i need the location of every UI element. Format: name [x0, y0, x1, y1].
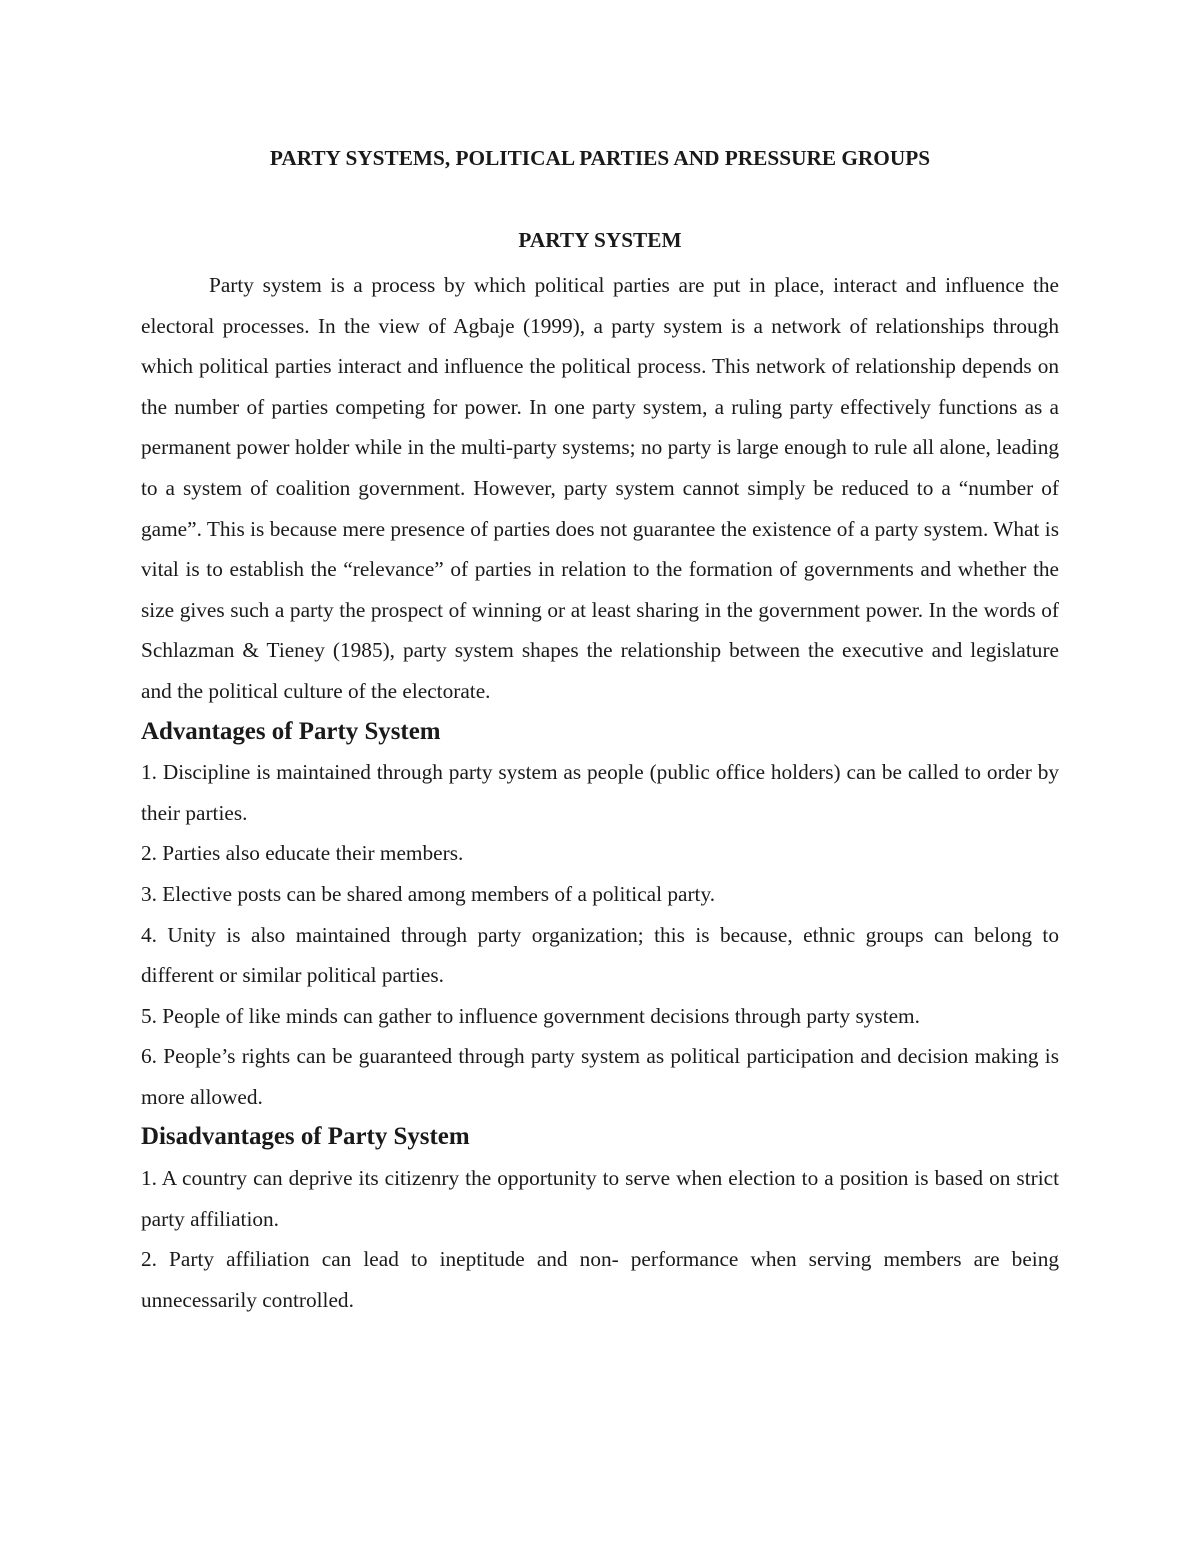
advantage-item: 2. Parties also educate their members. — [141, 841, 464, 866]
disadvantage-item: 2. Party affiliation can lead to ineptitude and non- performance when serving members are being unnecessarily controlled. — [141, 1247, 1059, 1312]
advantage-item: 1. Discipline is maintained through party system as people (public office holders) can be called to order by their parties. — [141, 760, 1059, 825]
advantages-heading: Advantages of Party System — [141, 717, 441, 745]
intro-paragraph: Party system is a process by which political parties are put in place, interact and influence the electoral processes. In the view of Agbaje (1999), a party system is a network of relationships through which political parties interact and influence the political process. This network of relationship depends on the number of parties competing for power. In one party system, a ruling party effectively functions as a permanent power holder while in the multi-party systems; no party is large enough to rule all alone, leading to a system of coalition government. However, party system cannot simply be reduced to a “number of game”. This is because mere presence of parties does not guarantee the existence of a party system. What is vital is to establish the “relevance” of parties in relation to the formation of governments and whether the size gives such a party the prospect of winning or at least sharing in the government power. In the words of Schlazman & Tieney (1985), party system shapes the relationship between the executive and legislature and the political culture of the electorate. — [141, 273, 1059, 703]
section-title: PARTY SYSTEM — [518, 228, 682, 252]
document-title: PARTY SYSTEMS, POLITICAL PARTIES AND PRESSURE GROUPS — [269, 146, 931, 170]
advantage-item: 5. People of like minds can gather to influence government decisions through party system. — [141, 1003, 920, 1028]
advantage-item: 4. Unity is also maintained through party organization; this is because, ethnic groups can belong to different or similar political parties. — [141, 922, 1059, 988]
disadvantage-item: 1. A country can deprive its citizenry the opportunity to serve when election to a position is based on strict party affiliation. — [141, 1166, 1059, 1231]
advantage-item: 3. Elective posts can be shared among members of a political party. — [141, 881, 716, 906]
advantage-item: 6. People’s rights can be guaranteed through party system as political participation and decision making is more allowed. — [141, 1044, 1059, 1109]
disadvantages-heading: Disadvantages of Party System — [141, 1123, 470, 1151]
document-body — [141, 143, 1059, 1320]
